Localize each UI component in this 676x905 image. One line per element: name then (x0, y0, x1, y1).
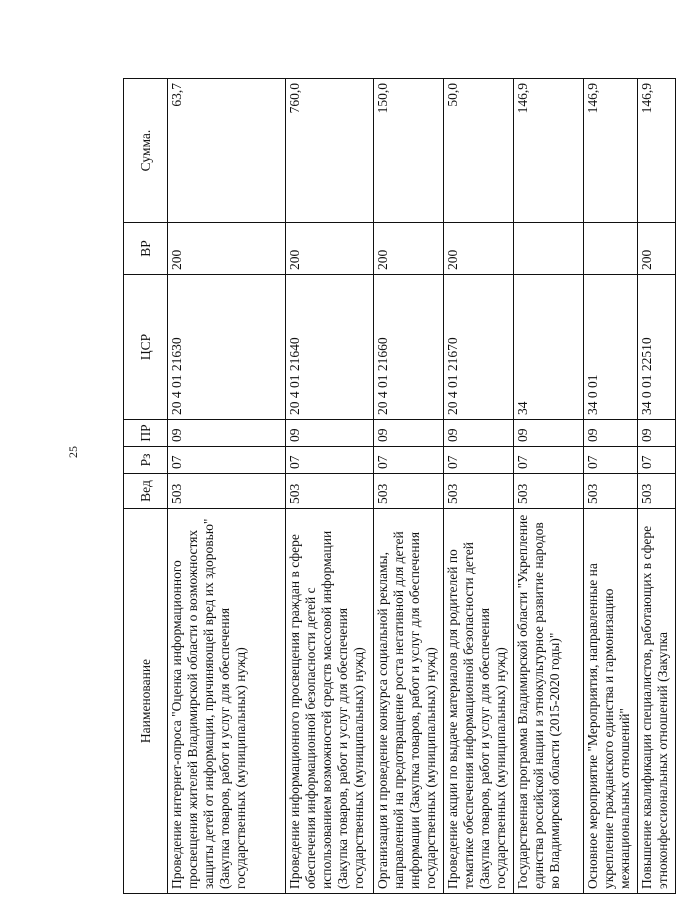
cell-pr: 09 (286, 420, 374, 447)
cell-name: Проведение информационного просвещения граждан в сфере обеспечения информационной безопасности детей с использованием возможностей средств массовой информации (Закупка товаров, работ и услуг для обеспечения государственных (муниципальных) нужд) (286, 509, 374, 894)
cell-name: Организация и проведение конкурса социальной рекламы, направленной на предотвращение роста негативной для детей информации (Закупка товаров, работ и услуг для обеспечения государственных (муниципальных) нужд) (374, 509, 444, 894)
page-number: 25 (66, 446, 80, 458)
cell-csr: 20 4 01 21630 (168, 275, 286, 420)
cell-sum: 146,9 (514, 79, 584, 223)
header-pr: ПР (124, 420, 168, 447)
cell-vr: 200 (638, 223, 676, 275)
cell-csr: 20 4 01 21660 (374, 275, 444, 420)
cell-rz: 07 (584, 447, 638, 474)
cell-ved: 503 (374, 474, 444, 509)
cell-pr: 09 (374, 420, 444, 447)
cell-pr: 09 (168, 420, 286, 447)
cell-name: Проведение акции по выдаче материалов для родителей по тематике обеспечения информационной безопасности детей (Закупка товаров, работ и услуг для обеспечения государственных (муниципальных) нужд) (444, 509, 514, 894)
cell-pr: 09 (584, 420, 638, 447)
cell-csr: 34 (514, 275, 584, 420)
header-name: Наименование (124, 509, 168, 894)
cell-csr: 34 0 01 (584, 275, 638, 420)
cell-ved: 503 (444, 474, 514, 509)
rotated-table-container (123, 79, 670, 894)
table-row (638, 79, 676, 894)
cell-name: Повышение квалификации специалистов, работающих в сфере этноконфессиональных отношений (Закупка (638, 509, 676, 894)
header-sum: Сумма. (124, 79, 168, 223)
cell-rz: 07 (286, 447, 374, 474)
cell-name: Государственная программа Владимирской области "Укрепление единства российской нации и этнокультурное развитие народов во Владимирской области (2015-2020 годы)" (514, 509, 584, 894)
cell-vr (514, 223, 584, 275)
budget-table (123, 78, 676, 894)
table-row (286, 79, 374, 894)
cell-ved: 503 (584, 474, 638, 509)
cell-sum: 760,0 (286, 79, 374, 223)
table-row (514, 79, 584, 894)
cell-ved: 503 (168, 474, 286, 509)
cell-vr (584, 223, 638, 275)
header-ved: Вед (124, 474, 168, 509)
cell-sum: 146,9 (638, 79, 676, 223)
header-rz: Рз (124, 447, 168, 474)
cell-vr: 200 (168, 223, 286, 275)
cell-pr: 09 (444, 420, 514, 447)
cell-pr: 09 (638, 420, 676, 447)
cell-name: Проведение интернет-опроса "Оценка информационного просвещения жителей Владимирской области о возможностях защиты детей от информации, причиняющей вред их здоровью" (Закупка товаров, работ и услуг для обеспечения государственных (муниципальных) нужд) (168, 509, 286, 894)
table-header-row (124, 79, 168, 894)
cell-vr: 200 (286, 223, 374, 275)
cell-pr: 09 (514, 420, 584, 447)
cell-csr: 20 4 01 21670 (444, 275, 514, 420)
header-vr: ВР (124, 223, 168, 275)
cell-vr: 200 (374, 223, 444, 275)
cell-rz: 07 (444, 447, 514, 474)
table-row (374, 79, 444, 894)
table-row (584, 79, 638, 894)
cell-sum: 150,0 (374, 79, 444, 223)
cell-ved: 503 (286, 474, 374, 509)
cell-ved: 503 (638, 474, 676, 509)
cell-rz: 07 (168, 447, 286, 474)
cell-sum: 63,7 (168, 79, 286, 223)
header-csr: ЦСР (124, 275, 168, 420)
cell-rz: 07 (638, 447, 676, 474)
table-row (444, 79, 514, 894)
cell-vr: 200 (444, 223, 514, 275)
cell-sum: 50,0 (444, 79, 514, 223)
cell-rz: 07 (514, 447, 584, 474)
cell-sum: 146,9 (584, 79, 638, 223)
cell-ved: 503 (514, 474, 584, 509)
cell-name: Основное мероприятие "Мероприятия, направленные на укрепление гражданского единства и гармонизацию межнациональных отношений" (584, 509, 638, 894)
cell-rz: 07 (374, 447, 444, 474)
cell-csr: 34 0 01 22510 (638, 275, 676, 420)
table-row (168, 79, 286, 894)
cell-csr: 20 4 01 21640 (286, 275, 374, 420)
